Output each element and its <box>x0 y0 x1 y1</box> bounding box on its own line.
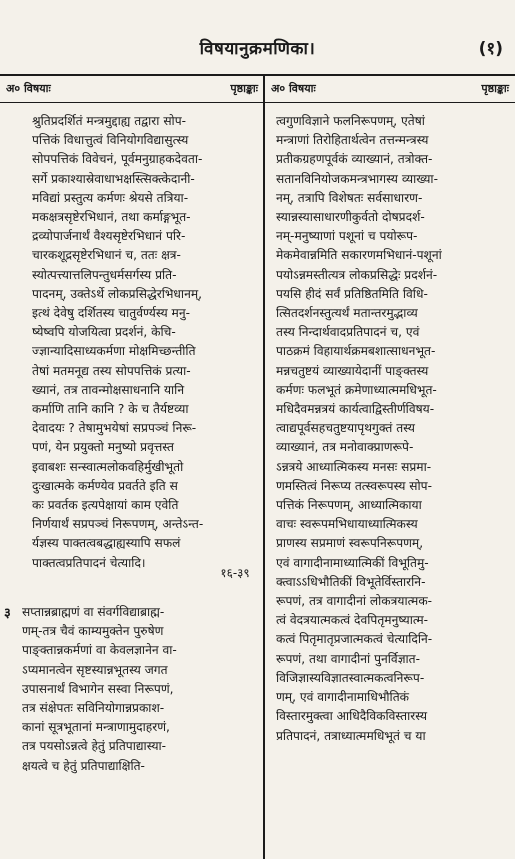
text-line: प्रतिपादनं, तत्राध्यात्ममधिभूतं च या <box>276 728 426 743</box>
right-column-header <box>271 78 509 100</box>
text-line: मधिदैवमन्नत्रयं कार्यत्वाद्विस्तीर्णविषय- <box>276 402 435 417</box>
page-title: विषयानुक्रमणिका। <box>199 39 316 59</box>
text-line: णम्, एवं वागादीनामाधिभौतिकं <box>276 690 410 705</box>
text-line: पाक्तत्वप्रतिपादनं चेत्यादि। <box>32 555 146 570</box>
text-line: उपासनार्थं विभागेन सस्वा निरूपणं, <box>22 681 174 696</box>
text-line: स्यान्नस्यासाधारणीकुर्वतो दोषप्रदर्श- <box>276 210 425 225</box>
text-line: र्यज्ञस्य पाक्तत्वबद्धाह्यस्यापि सफलं <box>32 536 181 551</box>
text-line: पयोऽन्नमस्तीत्यत्र लोकप्रसिद्धेः प्रदर्शनं- <box>276 267 438 282</box>
text-line: इवाबशः सन्स्वात्मलोकवहिर्मुखीभूतो <box>32 459 184 474</box>
text-line: पत्तिकं विधात्तुत्वं विनियोगविद्यासुत्स्य <box>32 133 189 148</box>
text-line: तेषां मतमनूद्य तस्य सोपपत्तिकं प्रत्या- <box>32 363 191 378</box>
right-column-header-page-label: पृष्ठाङ्काः <box>481 82 509 95</box>
text-line: स्योत्पत्त्यात्तलिपन्तुधर्मसर्गस्य प्रति- <box>32 267 177 282</box>
text-line: द्रव्योपार्जनार्थं वैश्यसृष्टेरभिधानं परि- <box>32 229 186 244</box>
text-line: तत्र पयसोऽन्नत्वे हेतुं प्रतिपाद्यास्या- <box>22 739 167 754</box>
page-header <box>0 0 515 74</box>
text-line: सर्गे प्रकाश्यास्रेवाधाभक्षस्त्सिक्त्केदानी- <box>32 171 195 186</box>
text-line: त्वगुणविज्ञाने फलनिरूपणम्, एतेषां <box>276 114 425 128</box>
text-line: पादनम्, उक्तेऽर्थे लोकप्रसिद्धेरभिधानम्, <box>32 286 202 301</box>
text-line: विजिज्ञास्यविज्ञातस्वात्मकत्वनिरूप- <box>276 670 425 685</box>
text-line: ज्ज्ञान्यादिसाध्यकर्मणा मोक्षमिच्छन्तीति <box>32 344 196 359</box>
left-column-header-page-label: पृष्ठाङ्काः <box>230 82 258 95</box>
text-line: मविद्यां प्रस्तुत्य कर्मणः श्रेयसे तत्रिया- <box>32 190 189 205</box>
page-number: (१) <box>478 39 503 59</box>
text-line: क्षयत्वे च हेतुं प्रतिपाद्याक्षिति- <box>22 758 145 773</box>
text-line: क्त्वाऽऽधिभौतिकीं विभूतेर्विस्तारनि- <box>276 574 426 589</box>
text-line: कः प्रवर्तक इत्यपेक्षायां काम एवेति <box>32 498 179 513</box>
column-divider <box>263 74 265 859</box>
text-line: पणं, येन प्रयुक्तो मनुष्यो प्रवृत्तस्त <box>32 440 174 455</box>
text-line: सप्तान्नब्राह्मणं वा संवर्गविद्याब्राह्म- <box>22 605 165 619</box>
text-line: एवं वागादीनामाध्यात्मिकीं विभूतिमु- <box>276 555 429 570</box>
page-reference: १६-३९ <box>220 566 250 580</box>
text-line: विस्तारमुक्त्वा आधिदैविकविस्तारस्य <box>276 709 428 724</box>
text-line: पाङ्क्तान्नकर्मणां वा केवलज्ञानेन वा- <box>22 643 177 658</box>
text-line: पत्तिकं निरूपणम्, आध्यात्मिकाया <box>276 498 422 513</box>
text-line: कत्वं पितृमातृप्रजात्मकत्वं चेत्यादिनि- <box>276 632 433 647</box>
text-line: पयसि हीदं सर्वं प्रतिष्ठितमिति विधि- <box>276 286 428 301</box>
text-line: श्रुतिप्रदर्शितं मन्त्रमुद्दाह्य तद्वारा सोप- <box>32 114 187 128</box>
column-header-rule <box>0 102 515 103</box>
right-column-header-label: अ० विषयाः <box>271 82 316 95</box>
text-line: व्याख्यानं, तत्र मनोवाक्प्राणरूपे- <box>276 440 414 455</box>
text-line: प्रतीकग्रहणपूर्वकं व्याख्यानं, तत्रोक्त- <box>276 152 433 167</box>
text-line: ख्यानं, तत्र तावन्मोक्षसाधनानि यानि <box>32 382 185 397</box>
text-line: देवादयः ? तेषामुभयेषां सप्रपञ्चं निरू- <box>32 421 197 436</box>
text-line: त्सितदर्शनस्तुत्यर्थं मतान्तरमुद्भाव्य <box>276 306 418 321</box>
text-line: सतानविनियोजकमन्त्रभागस्य व्याख्या- <box>276 171 438 186</box>
text-line: ऽप्यमानत्वेन सृष्टस्यान्नभूतस्य जगत <box>22 662 168 677</box>
text-line: तत्र संक्षेपतः सविनियोगान्नप्रकाश- <box>22 701 165 716</box>
text-line: त्वं वेदत्रयात्मकत्वं देवपितृमनुष्यात्म- <box>276 613 429 628</box>
left-column-header-label: अ० विषयाः <box>6 82 51 95</box>
text-line: सोपपत्तिकं विवेचनं, पूर्वमनुग्राहकदेवता- <box>32 152 203 167</box>
text-line: मन्त्राणां तिरोहितार्थत्वेन तत्तन्मन्त्रस्य <box>276 133 429 148</box>
text-line: त्वाद्यपूर्वसहचतुष्टयापृथगुक्तं तस्य <box>276 421 415 436</box>
left-column-text <box>32 112 210 573</box>
text-line: मकक्षत्रसृष्टेरभिधानं, तथा कर्माङ्गभूत- <box>32 210 191 225</box>
text-line: ऽन्नत्रये आध्यात्मिकस्य मनसः सप्रमा- <box>276 459 432 474</box>
text-line: इत्थं देवेषु दर्शितस्य चातुर्वर्ण्यस्य मनु- <box>32 306 190 321</box>
text-line: कानां सूत्रभूतानां मन्त्राणामुदाहरणं, <box>22 720 170 735</box>
left-column-header <box>6 78 258 100</box>
text-line: रूपणं, तथा वागादीनां पुनर्विज्ञात- <box>276 651 421 666</box>
text-line: कर्मणः फलभूतं क्रमेणाध्यात्ममधिभूत- <box>276 382 437 397</box>
text-line: ष्येष्वपि योजयित्वा प्रदर्शनं, केचि- <box>32 325 176 340</box>
text-line: पाठक्रमं विहायार्थक्रमबशात्साधनभूत- <box>276 344 436 359</box>
text-line: वाचः स्वरूपमभिधायाध्यात्मिकस्य <box>276 517 418 532</box>
text-line: कर्माणि तानि कानि ? के च तैर्यष्टव्या <box>32 402 189 417</box>
text-line: दुःखात्मके कर्मण्येव प्रवर्तते इति स <box>32 478 178 493</box>
text-line: रूपणं, तत्र वागादीनां लोकत्रयात्मक- <box>276 594 433 609</box>
text-line: णम्-तत्र चैवं काम्यमुक्तेन पुरुषेण <box>22 624 164 639</box>
right-column-text <box>276 112 510 746</box>
text-line: तस्य निन्दार्थवादप्रतिपादनं च, एवं <box>276 325 420 340</box>
text-line: णमस्तित्वं निरूप्य तत्स्वरूपस्य सोप- <box>276 478 432 493</box>
text-line: नम्-मनुष्याणां पशूनां च पयोरूप- <box>276 229 418 244</box>
entry-number: ३ <box>4 606 11 621</box>
left-entry-text <box>22 603 258 776</box>
text-line: चारकशूद्रसृष्टेरभिधानं च, ततः क्षत्र- <box>32 248 181 263</box>
text-line: नम्, तत्रापि विशेषतः सर्वसाधारण- <box>276 190 423 205</box>
text-line: मन्नचतुष्टयं व्याख्यायेदानीं पाङ्क्तस्य <box>276 363 429 378</box>
text-line: प्राणस्य सप्रमाणं स्वरूपनिरूपणम्, <box>276 536 424 551</box>
text-line: मेकमेवान्नमिति सकारणमभिधानं-पशूनां <box>276 248 442 263</box>
header-rule <box>0 74 515 76</box>
text-line: निर्णयार्थं सप्रपञ्चं निरूपणम्, अन्तेऽन्त- <box>32 517 204 532</box>
